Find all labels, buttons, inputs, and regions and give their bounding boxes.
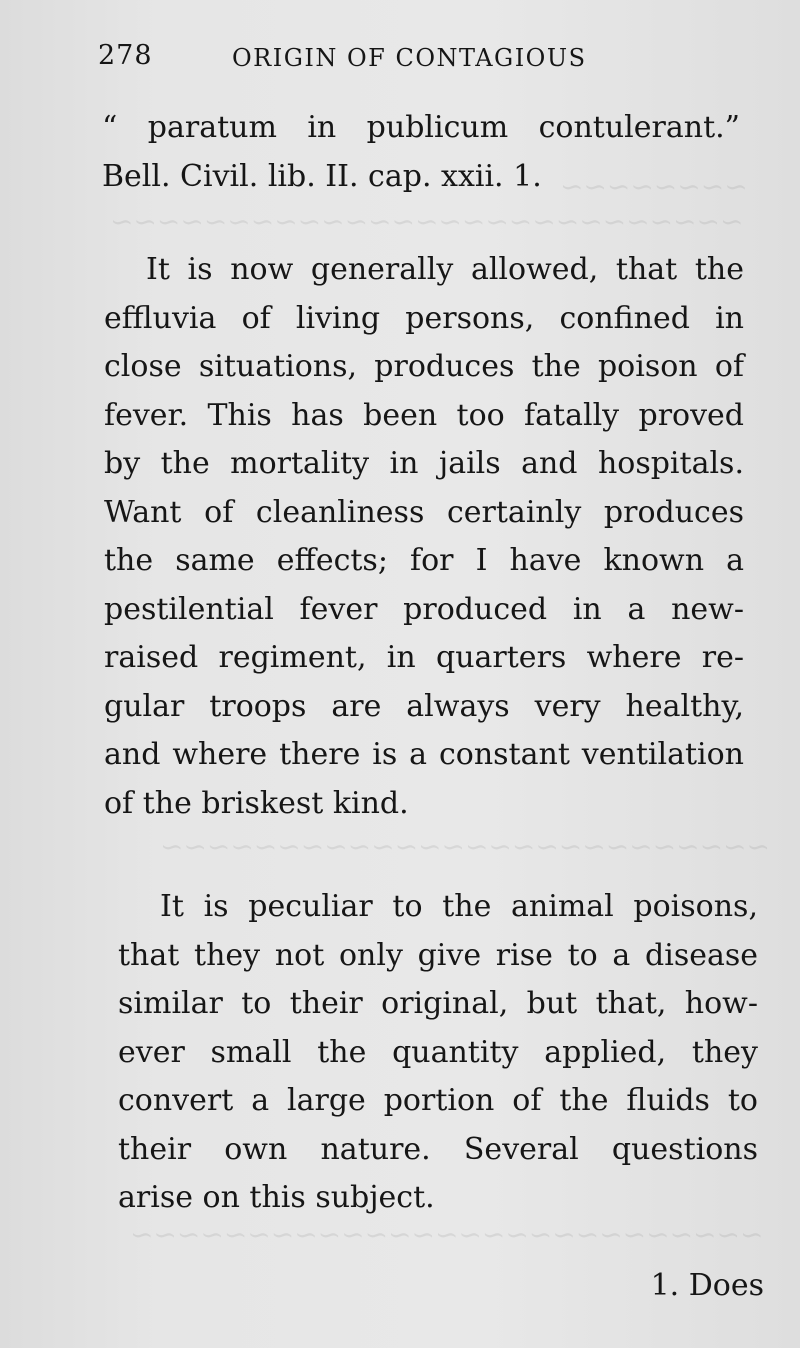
paragraph-line: arise on this subject. <box>118 1180 435 1215</box>
paragraph-line: their own nature. Several questions <box>118 1131 758 1167</box>
paragraph-line: effluvia of living persons, confined in <box>104 300 744 336</box>
paragraph-line: Want of cleanliness certainly produces <box>104 494 744 530</box>
paragraph-line: pestilential fever produced in a new- <box>104 591 744 627</box>
paragraph-line: ever small the quantity applied, they <box>118 1034 758 1070</box>
paragraph-line: It is now generally allowed, that the <box>146 252 744 287</box>
paragraph-line: the same effects; for I have known a <box>104 543 744 578</box>
paragraph-line: that they not only give rise to a disease <box>118 937 758 973</box>
paragraph-line: fever. This has been too fatally proved <box>104 397 744 433</box>
paragraph-line: raised regiment, in quarters where re- <box>104 640 744 675</box>
quote-block <box>102 104 740 201</box>
paragraph-line: It is peculiar to the animal poisons, <box>160 889 758 924</box>
quote-line: “ paratum in publicum contulerant.” <box>102 110 740 145</box>
show-through-decoration: ~~~~~~~~~~~~~~~~~~~~~~~~~~~ <box>110 205 744 238</box>
paragraph-2 <box>118 883 758 1223</box>
paragraph-1 <box>104 246 744 828</box>
show-through-decoration: ~~~~~~~~ <box>560 170 748 203</box>
running-head: ORIGIN OF CONTAGIOUS <box>232 44 587 72</box>
paragraph-line: convert a large portion of the fluids to <box>118 1083 758 1118</box>
show-through-decoration: ~~~~~~~~~~~~~~~~~~~~~~~~~~~ <box>130 1218 764 1251</box>
show-through-decoration: ~~~~~~~~~~~~~~~~~~~~~~~~~~ <box>160 830 770 863</box>
paragraph-line: and where there is a constant ventilation <box>104 737 744 772</box>
catchword: 1. Does <box>650 1268 764 1303</box>
quote-line: Bell. Civil. lib. II. cap. xxii. 1. <box>102 158 542 194</box>
paragraph-line: similar to their original, but that, how- <box>118 986 758 1021</box>
page-number: 278 <box>98 40 153 71</box>
paragraph-line: gular troops are always very healthy, <box>104 688 744 724</box>
paragraph-line: close situations, produces the poison of <box>104 349 744 384</box>
paragraph-line: by the mortality in jails and hospitals. <box>104 446 744 481</box>
paragraph-line: of the briskest kind. <box>104 785 409 821</box>
